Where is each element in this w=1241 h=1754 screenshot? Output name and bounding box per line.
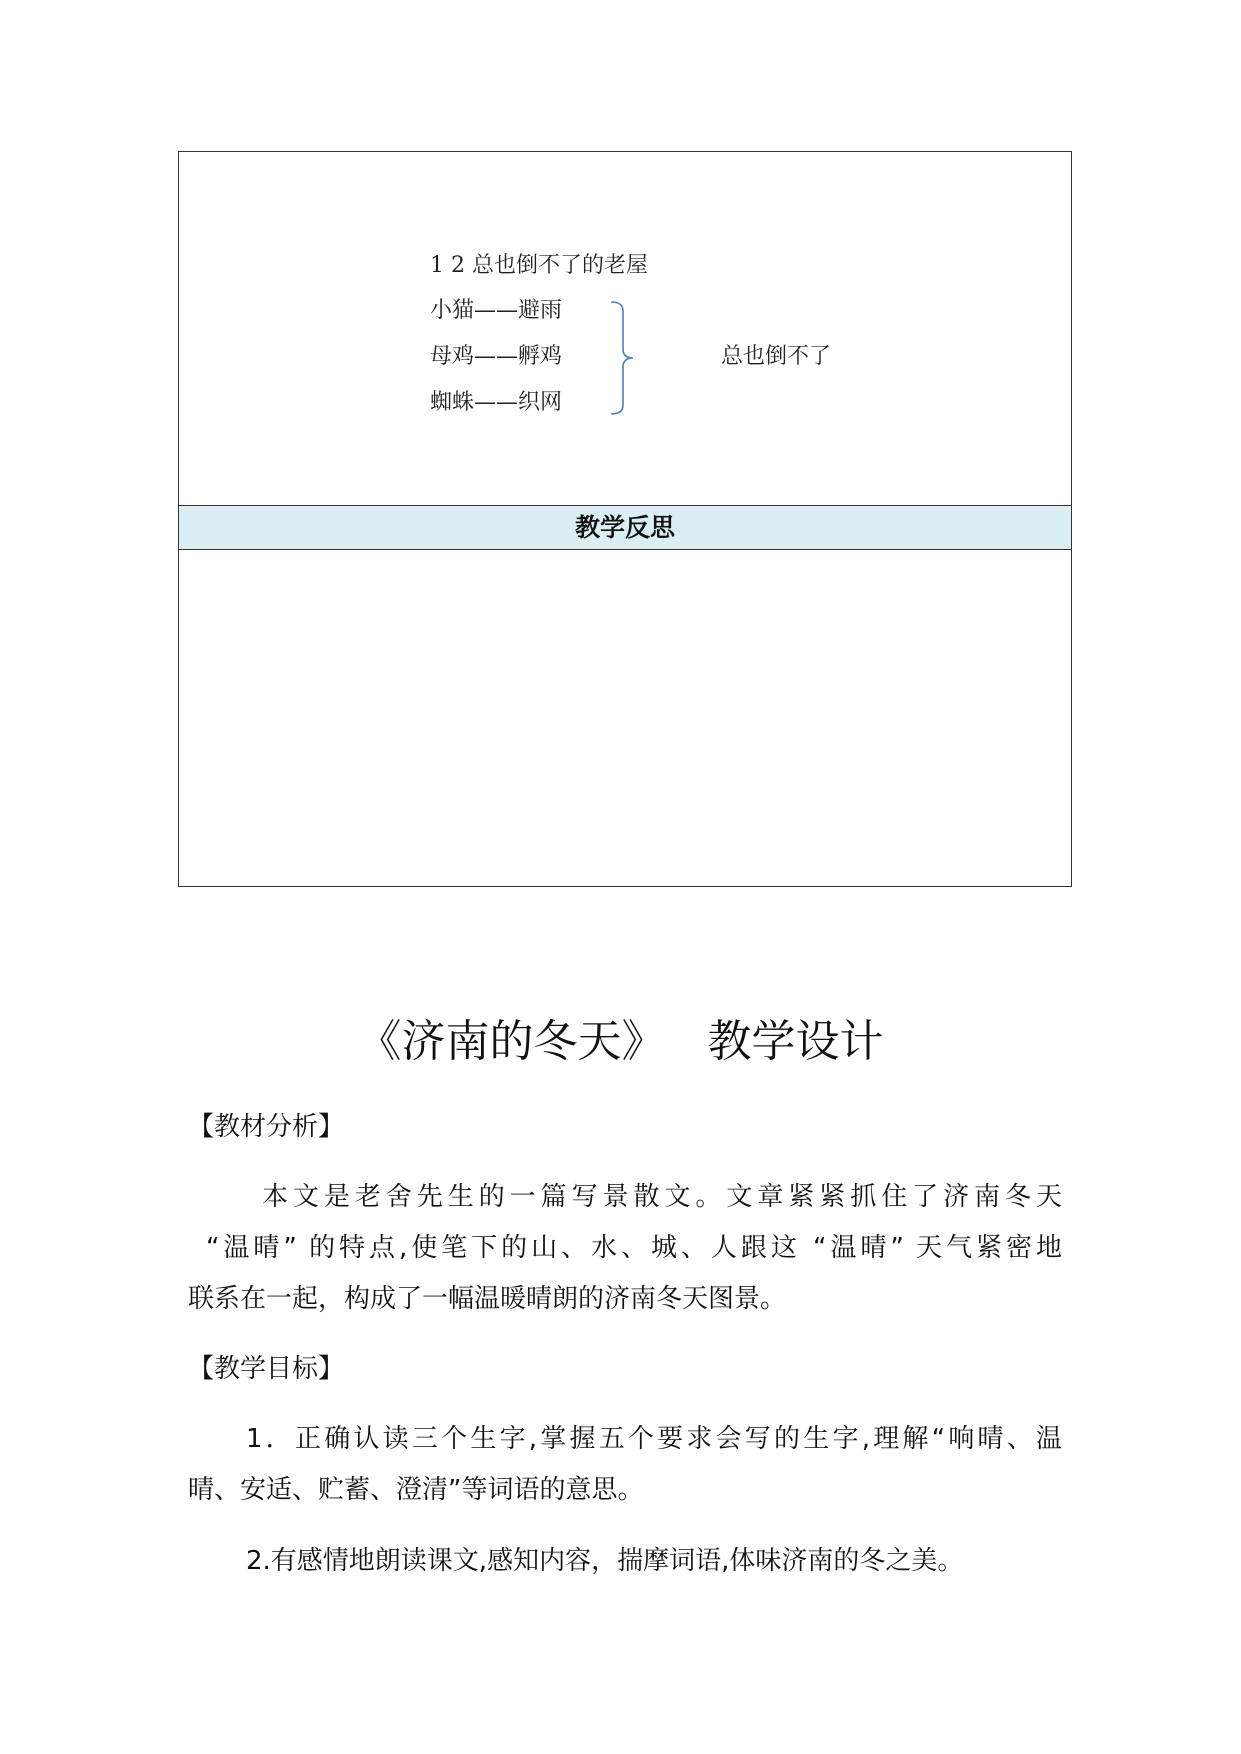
objective-line: 2.有感情地朗读课文,感知内容，揣摩词语,体味济南的冬之美。 bbox=[246, 1546, 964, 1576]
board-pair-spider: 蜘蛛——织网 bbox=[430, 390, 563, 415]
objective-item-2 bbox=[188, 1536, 1062, 1587]
lesson-title: 1 2 总也倒不了的老屋 bbox=[430, 253, 648, 278]
objective-item-1 bbox=[188, 1414, 1062, 1516]
board-pair-cat: 小猫——避雨 bbox=[430, 298, 563, 323]
analysis-paragraph bbox=[188, 1172, 1062, 1325]
reflection-body bbox=[179, 550, 1071, 886]
right-brace-icon bbox=[609, 301, 639, 415]
section-heading-objectives: 【教学目标】 bbox=[188, 1354, 345, 1384]
document-title: 《济南的冬天》 教学设计 bbox=[357, 1016, 884, 1067]
analysis-line: 联系在一起，构成了一幅温暖晴朗的济南冬天图景。 bbox=[188, 1284, 787, 1314]
objective-line: 晴、安适、贮蓄、澄清”等词语的意思。 bbox=[188, 1475, 644, 1505]
reflection-header: 教学反思 bbox=[179, 506, 1071, 550]
board-conclusion: 总也倒不了 bbox=[721, 344, 832, 369]
blackboard-design-cell bbox=[179, 152, 1071, 506]
analysis-line: 本文是老舍先生的一篇写景散文。文章紧紧抓住了济南冬天 bbox=[262, 1182, 1062, 1212]
objective-line: 1．正确认读三个生字,掌握五个要求会写的生字,理解“响晴、温 bbox=[246, 1424, 1062, 1454]
section-heading-analysis: 【教材分析】 bbox=[188, 1112, 345, 1142]
blackboard-design-table bbox=[178, 151, 1072, 887]
analysis-line: “温晴” 的特点,使笔下的山、水、城、人跟这 “温晴” 天气紧密地 bbox=[206, 1233, 1062, 1263]
board-pair-hen: 母鸡——孵鸡 bbox=[430, 344, 563, 369]
